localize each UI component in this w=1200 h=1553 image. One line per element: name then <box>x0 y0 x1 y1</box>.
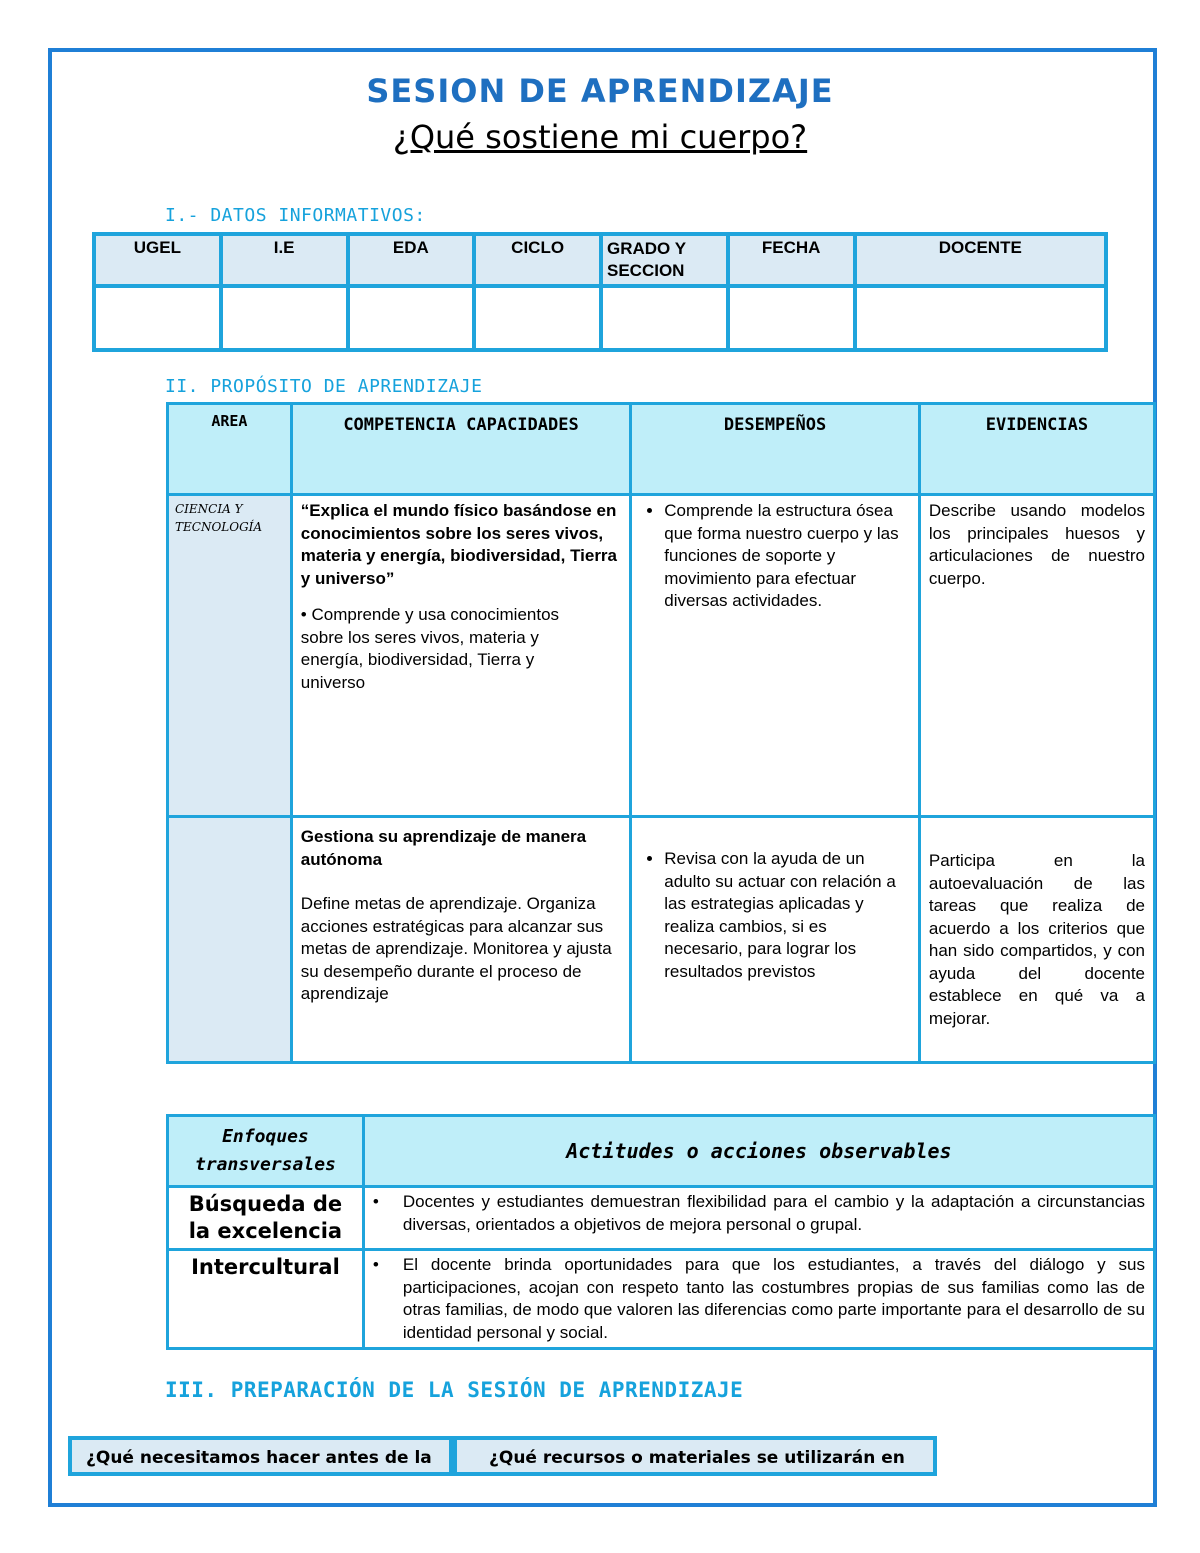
competencia-cell <box>291 817 630 1063</box>
evidencia-cell: Describe usando modelos los principales huesos y articulaciones de nuestro cuerpo. <box>919 495 1154 817</box>
datos-col-ciclo: CICLO <box>474 234 601 286</box>
page-title: SESION DE APRENDIZAJE <box>366 72 834 110</box>
header-area: AREA <box>168 404 292 495</box>
desempeno-item: • Revisa con la ayuda de un adulto su actuar con relación a las estrategias aplicadas y realiza cambios, si es necesario, para lograr los resultados previstos <box>664 848 910 983</box>
datos-col-ugel: UGEL <box>94 234 221 286</box>
header-desempenos: DESEMPEÑOS <box>631 404 920 495</box>
competencia-title: Gestiona su aprendizaje de manera autónoma <box>300 827 587 869</box>
datos-value-row <box>94 286 1106 350</box>
datos-cell-ie <box>221 286 348 350</box>
datos-col-grado: GRADO Y SECCION <box>601 234 728 286</box>
desempeno-cell <box>631 817 920 1063</box>
enfoques-header-row <box>168 1116 1155 1187</box>
datos-cell-ciclo <box>474 286 601 350</box>
bullet-icon: • <box>372 1192 379 1211</box>
enfoques-header-left: Enfoques transversales <box>168 1116 364 1187</box>
enfoques-table <box>166 1114 1156 1350</box>
datos-col-eda: EDA <box>348 234 475 286</box>
proposito-table <box>166 402 1156 1064</box>
desempeno-item: • Comprende la estructura ósea que forma nuestro cuerpo y las funciones de soporte y movimiento para efectuar diversas actividades. <box>664 500 910 613</box>
datos-cell-fecha <box>728 286 855 350</box>
proposito-row <box>168 817 1155 1063</box>
datos-table <box>92 232 1108 352</box>
bullet-icon: • <box>372 1255 379 1274</box>
datos-heading: I.- DATOS INFORMATIVOS: <box>165 205 426 226</box>
datos-cell-docente <box>855 286 1107 350</box>
enfoque-row <box>168 1250 1155 1349</box>
proposito-header-row <box>168 404 1155 495</box>
enfoque-actions <box>363 1250 1154 1349</box>
enfoque-text: El docente brinda oportunidades para que los estudiantes, a través del diálogo y sus participaciones, acojan con respeto tanto las costumbres propias de sus familias como las de otras familias, de modo que valoren las diferencias como parte importante para el desarrollo de su identidad personal y social. <box>402 1255 1145 1342</box>
datos-header-row <box>94 234 1106 286</box>
enfoque-name: Intercultural <box>168 1250 364 1349</box>
capacidad-text: • Comprende y usa conocimientos sobre los seres vivos, materia y energía, biodiversidad, Tierra y universo <box>300 605 560 692</box>
preparacion-col-antes: ¿Qué necesitamos hacer antes de la <box>68 1436 453 1476</box>
competencia-title: “Explica el mundo físico basándose en conocimientos sobre los seres vivos, materia y energía, biodiversidad, Tierra y universo” <box>300 501 618 588</box>
proposito-row <box>168 495 1155 817</box>
enfoque-name: Búsqueda de la excelencia <box>168 1187 364 1250</box>
preparacion-heading: III. PREPARACIÓN DE LA SESIÓN DE APRENDIZAJE <box>165 1378 744 1402</box>
datos-col-ie: I.E <box>221 234 348 286</box>
enfoque-actions <box>363 1187 1154 1250</box>
header-evidencias: EVIDENCIAS <box>919 404 1154 495</box>
datos-col-fecha: FECHA <box>728 234 855 286</box>
desempeno-cell <box>631 495 920 817</box>
header-competencia: COMPETENCIA CAPACIDADES <box>291 404 630 495</box>
preparacion-col-recursos: ¿Qué recursos o materiales se utilizarán en <box>453 1436 937 1476</box>
area-cell <box>168 817 292 1063</box>
datos-cell-ugel <box>94 286 221 350</box>
competencia-cell <box>291 495 630 817</box>
page-subtitle: ¿Qué sostiene mi cuerpo? <box>392 118 808 156</box>
evidencia-cell: Participa en la autoevaluación de las tareas que realiza de acuerdo a los criterios que han sido compartidos, y con ayuda del docente establece en qué va a mejorar. <box>919 817 1154 1063</box>
datos-cell-eda <box>348 286 475 350</box>
datos-col-docente: DOCENTE <box>855 234 1107 286</box>
capacidad-text: Define metas de aprendizaje. Organiza acciones estratégicas para alcanzar sus metas de aprendizaje. Monitorea y ajusta su desempeño durante el proceso de aprendizaje <box>300 894 612 1003</box>
datos-cell-grado <box>601 286 728 350</box>
area-cell: CIENCIA Y TECNOLOGÍA <box>168 495 292 817</box>
enfoque-text: Docentes y estudiantes demuestran flexibilidad para el cambio y la adaptación a circunstancias diversas, orientados a objetivos de mejora personal o grupal. <box>402 1192 1145 1234</box>
enfoques-header-right: Actitudes o acciones observables <box>363 1116 1154 1187</box>
proposito-heading: II. PROPÓSITO DE APRENDIZAJE <box>165 376 483 397</box>
enfoque-row <box>168 1187 1155 1250</box>
